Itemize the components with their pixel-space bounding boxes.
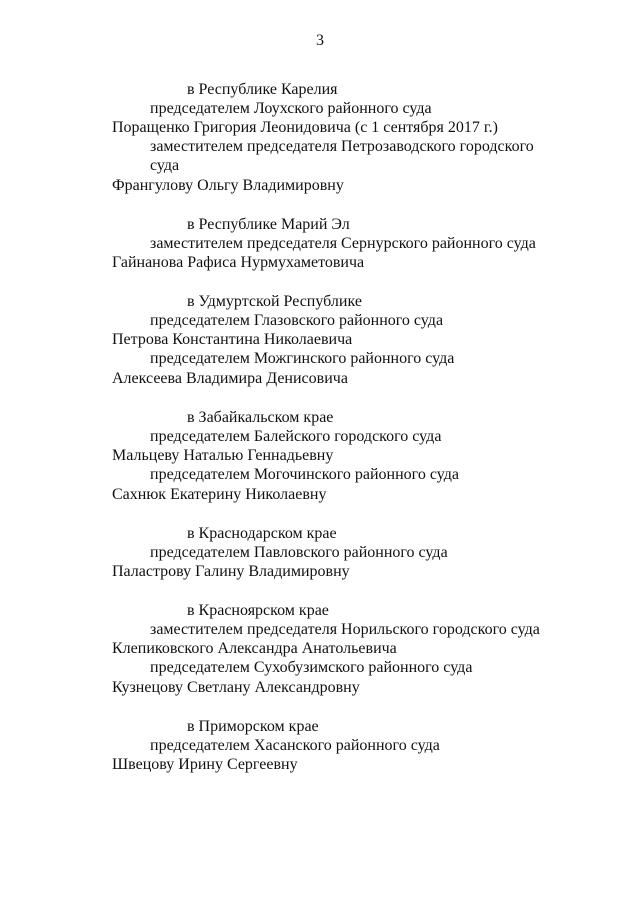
position-line: заместителем председателя Норильского городского суда xyxy=(150,621,540,638)
region-heading: в Приморском крае xyxy=(187,718,319,735)
region-heading: в Республике Карелия xyxy=(187,81,338,98)
page-number: 3 xyxy=(316,32,324,49)
person-name: Алексеева Владимира Денисовича xyxy=(112,370,348,387)
position-line: председателем Могочинского районного суда xyxy=(150,466,459,483)
person-name: Клепиковского Александра Анатольевича xyxy=(112,640,397,657)
person-name: Швецову Ирину Сергеевну xyxy=(112,756,298,773)
position-line: председателем Глазовского районного суда xyxy=(150,312,444,329)
position-line: заместителем председателя Петрозаводского городского xyxy=(150,138,534,155)
person-name: Кузнецову Светлану Александровну xyxy=(112,679,360,696)
position-line: заместителем председателя Сернурского районного суда xyxy=(150,235,536,252)
region-heading: в Краснодарском крае xyxy=(187,525,337,542)
person-name: Поращенко Григория Леонидовича (с 1 сентября 2017 г.) xyxy=(112,119,498,136)
person-name: Гайнанова Рафиса Нурмухаметовича xyxy=(112,254,365,271)
position-line: председателем Павловского районного суда xyxy=(150,544,448,561)
person-name: Петрова Константина Николаевича xyxy=(112,331,353,348)
person-name: Паластрову Галину Владимировну xyxy=(112,563,350,580)
position-line: председателем Можгинского районного суда xyxy=(150,350,455,367)
region-heading: в Красноярском крае xyxy=(187,602,329,619)
region-heading: в Республике Марий Эл xyxy=(187,216,350,233)
position-line: председателем Балейского городского суда xyxy=(150,428,442,445)
person-name: Мальцеву Наталью Геннадьевну xyxy=(112,447,334,464)
position-line: председателем Лоухского районного суда xyxy=(150,100,432,117)
position-line: суда xyxy=(150,157,180,174)
region-heading: в Забайкальском крае xyxy=(187,409,334,426)
region-heading: в Удмуртской Республике xyxy=(187,293,362,310)
person-name: Сахнюк Екатерину Николаевну xyxy=(112,486,327,503)
position-line: председателем Сухобузимского районного суда xyxy=(150,659,473,676)
person-name: Франгулову Ольгу Владимировну xyxy=(112,177,344,194)
position-line: председателем Хасанского районного суда xyxy=(150,737,440,754)
